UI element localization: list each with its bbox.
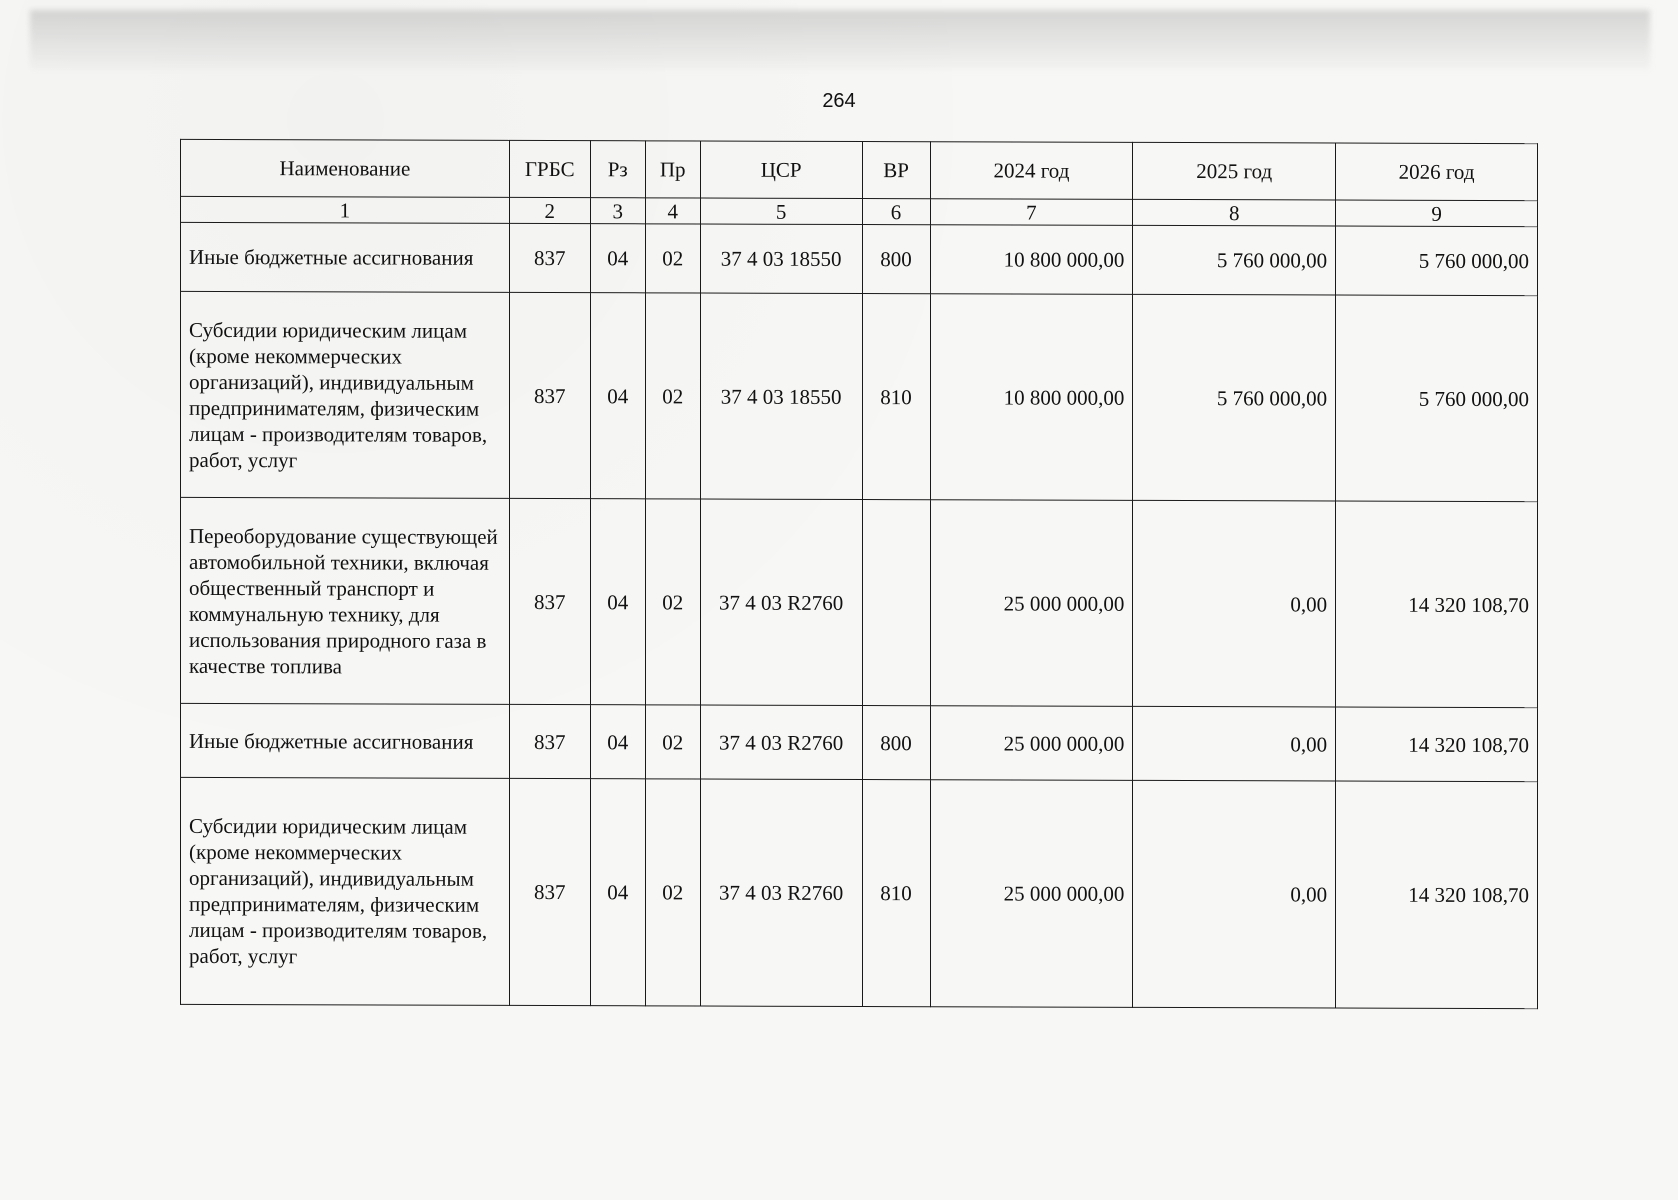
row-pr: 02	[645, 499, 700, 705]
row-vr	[862, 500, 930, 706]
header-2024: 2024 год	[930, 142, 1133, 200]
row-2026: 5 760 000,00	[1336, 226, 1538, 296]
row-vr: 810	[862, 780, 930, 1007]
row-2026: 14 320 108,70	[1336, 781, 1538, 1009]
row-grbs: 837	[509, 292, 590, 498]
row-name: Субсидии юридическим лицам (кроме некоммерческих организаций), индивидуальным предпринимателям, физическим лицам - производителям товаров, работ, услуг	[181, 291, 510, 498]
column-index: 7	[930, 199, 1133, 226]
header-pr: Пр	[645, 141, 700, 198]
budget-table	[180, 139, 1538, 1009]
table-row	[181, 703, 1538, 781]
row-2026: 14 320 108,70	[1336, 501, 1538, 708]
header-2026: 2026 год	[1336, 143, 1538, 201]
row-2025: 0,00	[1133, 706, 1336, 781]
column-index: 5	[700, 198, 862, 225]
row-2025: 5 760 000,00	[1133, 294, 1336, 501]
row-name: Иные бюджетные ассигнования	[181, 703, 510, 778]
row-csr: 37 4 03 18550	[700, 293, 862, 500]
row-rz: 04	[590, 293, 645, 499]
header-vr: ВР	[862, 142, 930, 199]
row-2026: 14 320 108,70	[1336, 707, 1538, 782]
row-rz: 04	[590, 705, 645, 779]
header-2025: 2025 год	[1133, 142, 1336, 200]
header-grbs: ГРБС	[509, 140, 590, 197]
table-row	[181, 497, 1538, 707]
row-2024: 10 800 000,00	[930, 294, 1133, 501]
row-grbs: 837	[509, 704, 590, 778]
row-vr: 810	[862, 294, 930, 500]
table-row	[181, 291, 1538, 501]
row-name: Переоборудование существующей автомобильной техники, включая общественный транспорт и коммунальную технику, для использования природного газа в качестве топлива	[181, 497, 510, 704]
row-grbs: 837	[509, 223, 590, 292]
row-2024: 25 000 000,00	[930, 780, 1133, 1008]
row-name: Субсидии юридическим лицам (кроме некоммерческих организаций), индивидуальным предпринимателям, физическим лицам - производителям товаров, работ, услуг	[181, 777, 510, 1005]
row-2025: 0,00	[1133, 500, 1336, 707]
column-index: 2	[509, 197, 590, 223]
row-2024: 25 000 000,00	[930, 706, 1133, 781]
row-rz: 04	[590, 224, 645, 293]
row-pr: 02	[645, 779, 700, 1006]
row-name: Иные бюджетные ассигнования	[181, 222, 510, 292]
row-2025: 5 760 000,00	[1133, 225, 1336, 295]
row-csr: 37 4 03 R2760	[700, 499, 862, 706]
row-2026: 5 760 000,00	[1336, 295, 1538, 502]
row-2024: 10 800 000,00	[930, 225, 1133, 295]
scan-shadow	[30, 10, 1650, 70]
row-pr: 02	[645, 705, 700, 779]
row-csr: 37 4 03 18550	[700, 224, 862, 294]
column-index: 3	[590, 198, 645, 224]
table-row	[181, 222, 1538, 295]
row-csr: 37 4 03 R2760	[700, 705, 862, 780]
column-index: 6	[862, 199, 930, 225]
row-grbs: 837	[509, 778, 590, 1005]
row-pr: 02	[645, 293, 700, 499]
header-rz: Рз	[590, 141, 645, 198]
row-2025: 0,00	[1133, 780, 1336, 1008]
column-index: 4	[645, 198, 700, 224]
header-csr: ЦСР	[700, 141, 862, 199]
row-csr: 37 4 03 R2760	[700, 779, 862, 1007]
column-index: 8	[1133, 199, 1336, 226]
row-vr: 800	[862, 225, 930, 294]
column-index: 1	[181, 196, 510, 223]
header-row	[181, 139, 1538, 200]
row-rz: 04	[590, 779, 645, 1006]
header-name: Наименование	[181, 139, 510, 197]
row-vr: 800	[862, 706, 930, 780]
row-grbs: 837	[509, 498, 590, 704]
page-number: 264	[822, 90, 856, 112]
row-2024: 25 000 000,00	[930, 500, 1133, 707]
table-row	[181, 777, 1538, 1008]
row-pr: 02	[645, 224, 700, 293]
column-index: 9	[1336, 200, 1538, 227]
row-rz: 04	[590, 499, 645, 705]
